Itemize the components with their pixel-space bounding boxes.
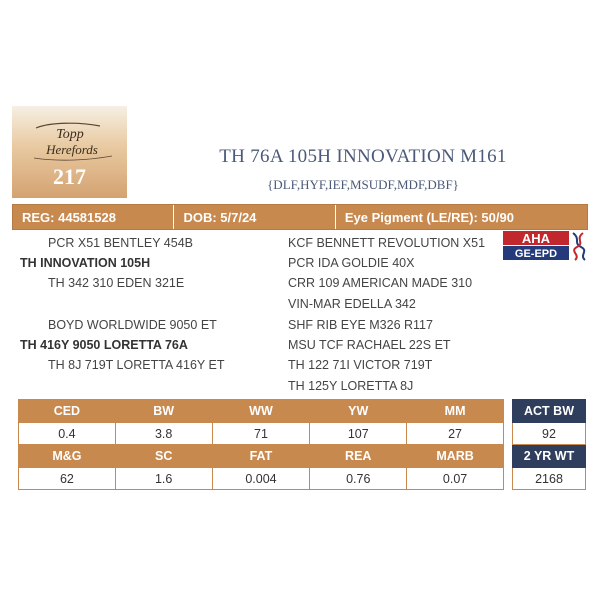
- sire: TH INNOVATION 105H: [20, 256, 151, 270]
- epd-header-bw: BW: [115, 400, 212, 423]
- ancestor: TH 122 71I VICTOR 719T: [288, 358, 433, 372]
- epd-value-mg: 62: [19, 468, 116, 490]
- eye-pigment: Eye Pigment (LE/RE): 50/90: [344, 209, 514, 225]
- sire-sire: PCR X51 BENTLEY 454B: [48, 236, 193, 250]
- ancestor: SHF RIB EYE M326 R117: [288, 318, 433, 332]
- dam-sire: BOYD WORLDWIDE 9050 ET: [48, 318, 217, 332]
- epd-header-row: [19, 445, 504, 468]
- dob: DOB: 5/7/24: [174, 205, 335, 229]
- epd-value-mm: 27: [407, 423, 504, 445]
- epd-header-ww: WW: [212, 400, 310, 423]
- epd-header-marb: MARB: [407, 445, 504, 468]
- epd-value-sc: 1.6: [115, 468, 212, 490]
- epd-header-sc: SC: [115, 445, 212, 468]
- svg-text:AHA: AHA: [521, 231, 551, 246]
- logo-panel: [12, 106, 127, 198]
- epd-header-yw: YW: [310, 400, 407, 423]
- ancestor: PCR IDA GOLDIE 40X: [288, 256, 415, 270]
- sire-dam: TH 342 310 EDEN 321E: [48, 276, 185, 290]
- epd-value-ww: 71: [212, 423, 310, 445]
- epd-value-row: [19, 468, 504, 490]
- dam-dam: TH 8J 719T LORETTA 416Y ET: [48, 358, 225, 372]
- epd-header-row: [19, 400, 504, 423]
- dam: TH 416Y 9050 LORETTA 76A: [20, 338, 188, 352]
- epd-value-yw: 107: [310, 423, 407, 445]
- ancestor: VIN-MAR EDELLA 342: [288, 297, 416, 311]
- epd-value-ced: 0.4: [19, 423, 116, 445]
- ancestor: CRR 109 AMERICAN MADE 310: [288, 276, 473, 290]
- yr2-wt-label: 2 YR WT: [513, 445, 586, 468]
- ancestor: KCF BENNETT REVOLUTION X51: [288, 236, 486, 250]
- epd-value-marb: 0.07: [407, 468, 504, 490]
- svg-text:Herefords: Herefords: [46, 142, 98, 157]
- act-bw-value: 92: [513, 423, 586, 445]
- ancestor: MSU TCF RACHAEL 22S ET: [288, 338, 451, 352]
- epd-header-mm: MM: [407, 400, 504, 423]
- animal-name: TH 76A 105H INNOVATION M161: [219, 146, 507, 167]
- epd-header-rea: REA: [310, 445, 407, 468]
- act-bw-label: ACT BW: [513, 400, 586, 423]
- epd-value-row: [19, 423, 504, 445]
- registration-bar: [12, 204, 588, 230]
- weights-table: [512, 399, 586, 490]
- epd-header-ced: CED: [19, 400, 116, 423]
- reg-number: REG: 44581528: [13, 205, 174, 229]
- epd-value-rea: 0.76: [310, 468, 407, 490]
- svg-text:Topp: Topp: [56, 127, 84, 142]
- ancestor: TH 125Y LORETTA 8J: [288, 379, 414, 393]
- epd-value-bw: 3.8: [115, 423, 212, 445]
- svg-text:GE-EPD: GE-EPD: [514, 248, 558, 260]
- epd-value-fat: 0.004: [212, 468, 310, 490]
- genetic-status: {DLF,HYF,IEF,MSUDF,MDF,DBF}: [267, 177, 459, 192]
- aha-ge-epd-logo: [503, 231, 589, 261]
- epd-header-fat: FAT: [212, 445, 310, 468]
- yr2-wt-value: 2168: [513, 468, 586, 490]
- topp-herefords-logo: [30, 118, 115, 162]
- epd-header-mg: M&G: [19, 445, 116, 468]
- lot-number: 217: [53, 164, 86, 189]
- epd-table: [18, 399, 504, 490]
